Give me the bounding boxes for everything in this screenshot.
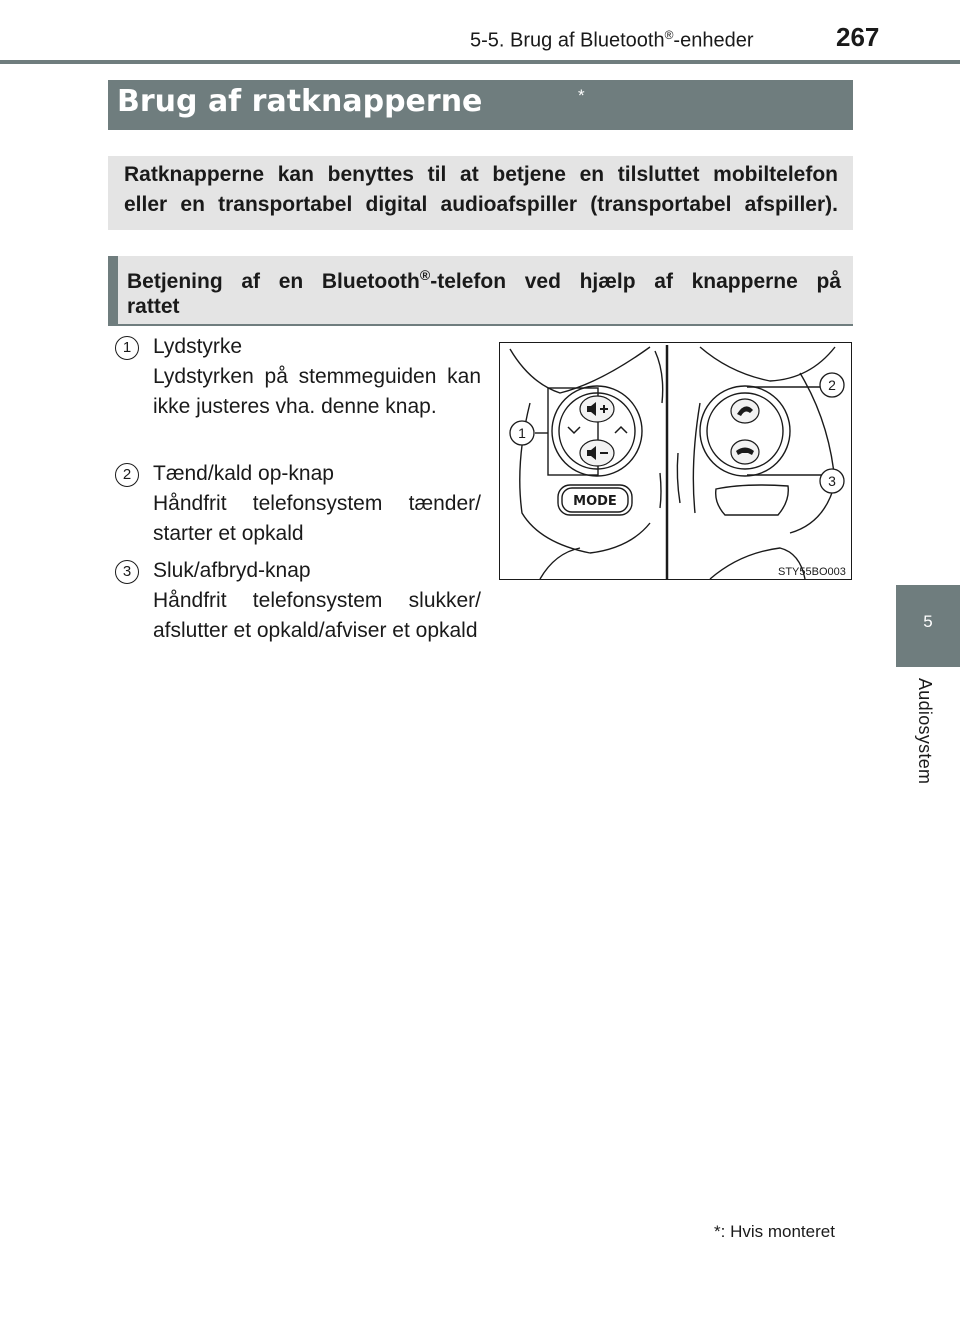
item-description: Håndfrit telefonsystem tænder/ starter et opkald <box>153 492 481 545</box>
volume-down-icon <box>580 440 614 466</box>
item-description: Lydstyrken på stemmeguiden kan ikke justeres vha. denne knap. <box>153 365 481 418</box>
item-label: Lydstyrke <box>153 335 243 358</box>
footnote: *: Hvis monteret <box>714 1222 835 1241</box>
item-label: Sluk/afbryd-knap <box>153 559 311 582</box>
subsection-heading <box>108 256 853 326</box>
section-title-bar <box>108 80 853 130</box>
header-rule <box>0 60 960 64</box>
intro-box <box>108 156 853 230</box>
volume-up-icon <box>580 396 614 422</box>
svg-text:1: 1 <box>518 425 526 441</box>
svg-text:3: 3 <box>828 473 836 489</box>
header-title: 5-5. Brug af Bluetooth®-enheder <box>470 28 754 52</box>
callout-2 <box>820 373 844 397</box>
item-number-badge: 2 <box>115 463 139 487</box>
figure-code: STY55BO003 <box>778 566 846 578</box>
chevron-up-icon <box>615 427 627 433</box>
subsection-title-line2: rattet <box>127 295 180 318</box>
svg-text:2: 2 <box>828 377 836 393</box>
subsection-title-line1: Betjening af en Bluetooth®-telefon ved hjælp af knapperne på <box>127 267 842 293</box>
callout-1 <box>510 421 534 445</box>
phone-on-hook-icon <box>731 399 759 423</box>
chapter-label: Audiosystem <box>915 678 935 785</box>
chevron-down-icon <box>568 427 580 433</box>
steering-switch-figure <box>499 342 852 580</box>
chapter-tab: 5 <box>896 585 960 667</box>
phone-off-hook-icon <box>731 440 759 464</box>
item-description: Håndfrit telefonsystem slukker/ afslutter et opkald/afviser et opkald <box>153 589 481 642</box>
footnote-star-icon: * <box>714 1222 721 1241</box>
subsection-accent <box>108 256 118 326</box>
callout-3 <box>820 469 844 493</box>
item-number-badge: 1 <box>115 336 139 360</box>
intro-text: Ratknapperne kan benyttes til at betjene en tilsluttet mobiltelefon eller en transportabel digital audioafspiller (transportabel afspiller). <box>124 163 838 216</box>
section-star-icon: * <box>578 86 585 105</box>
item-number-badge: 3 <box>115 560 139 584</box>
item-label: Tænd/kald op-knap <box>153 462 334 485</box>
mode-button-label: MODE <box>573 494 617 509</box>
page-number: 267 <box>836 22 880 52</box>
steering-wheel-illustration <box>500 343 853 581</box>
section-title: Brug af ratknapperne <box>117 84 483 119</box>
